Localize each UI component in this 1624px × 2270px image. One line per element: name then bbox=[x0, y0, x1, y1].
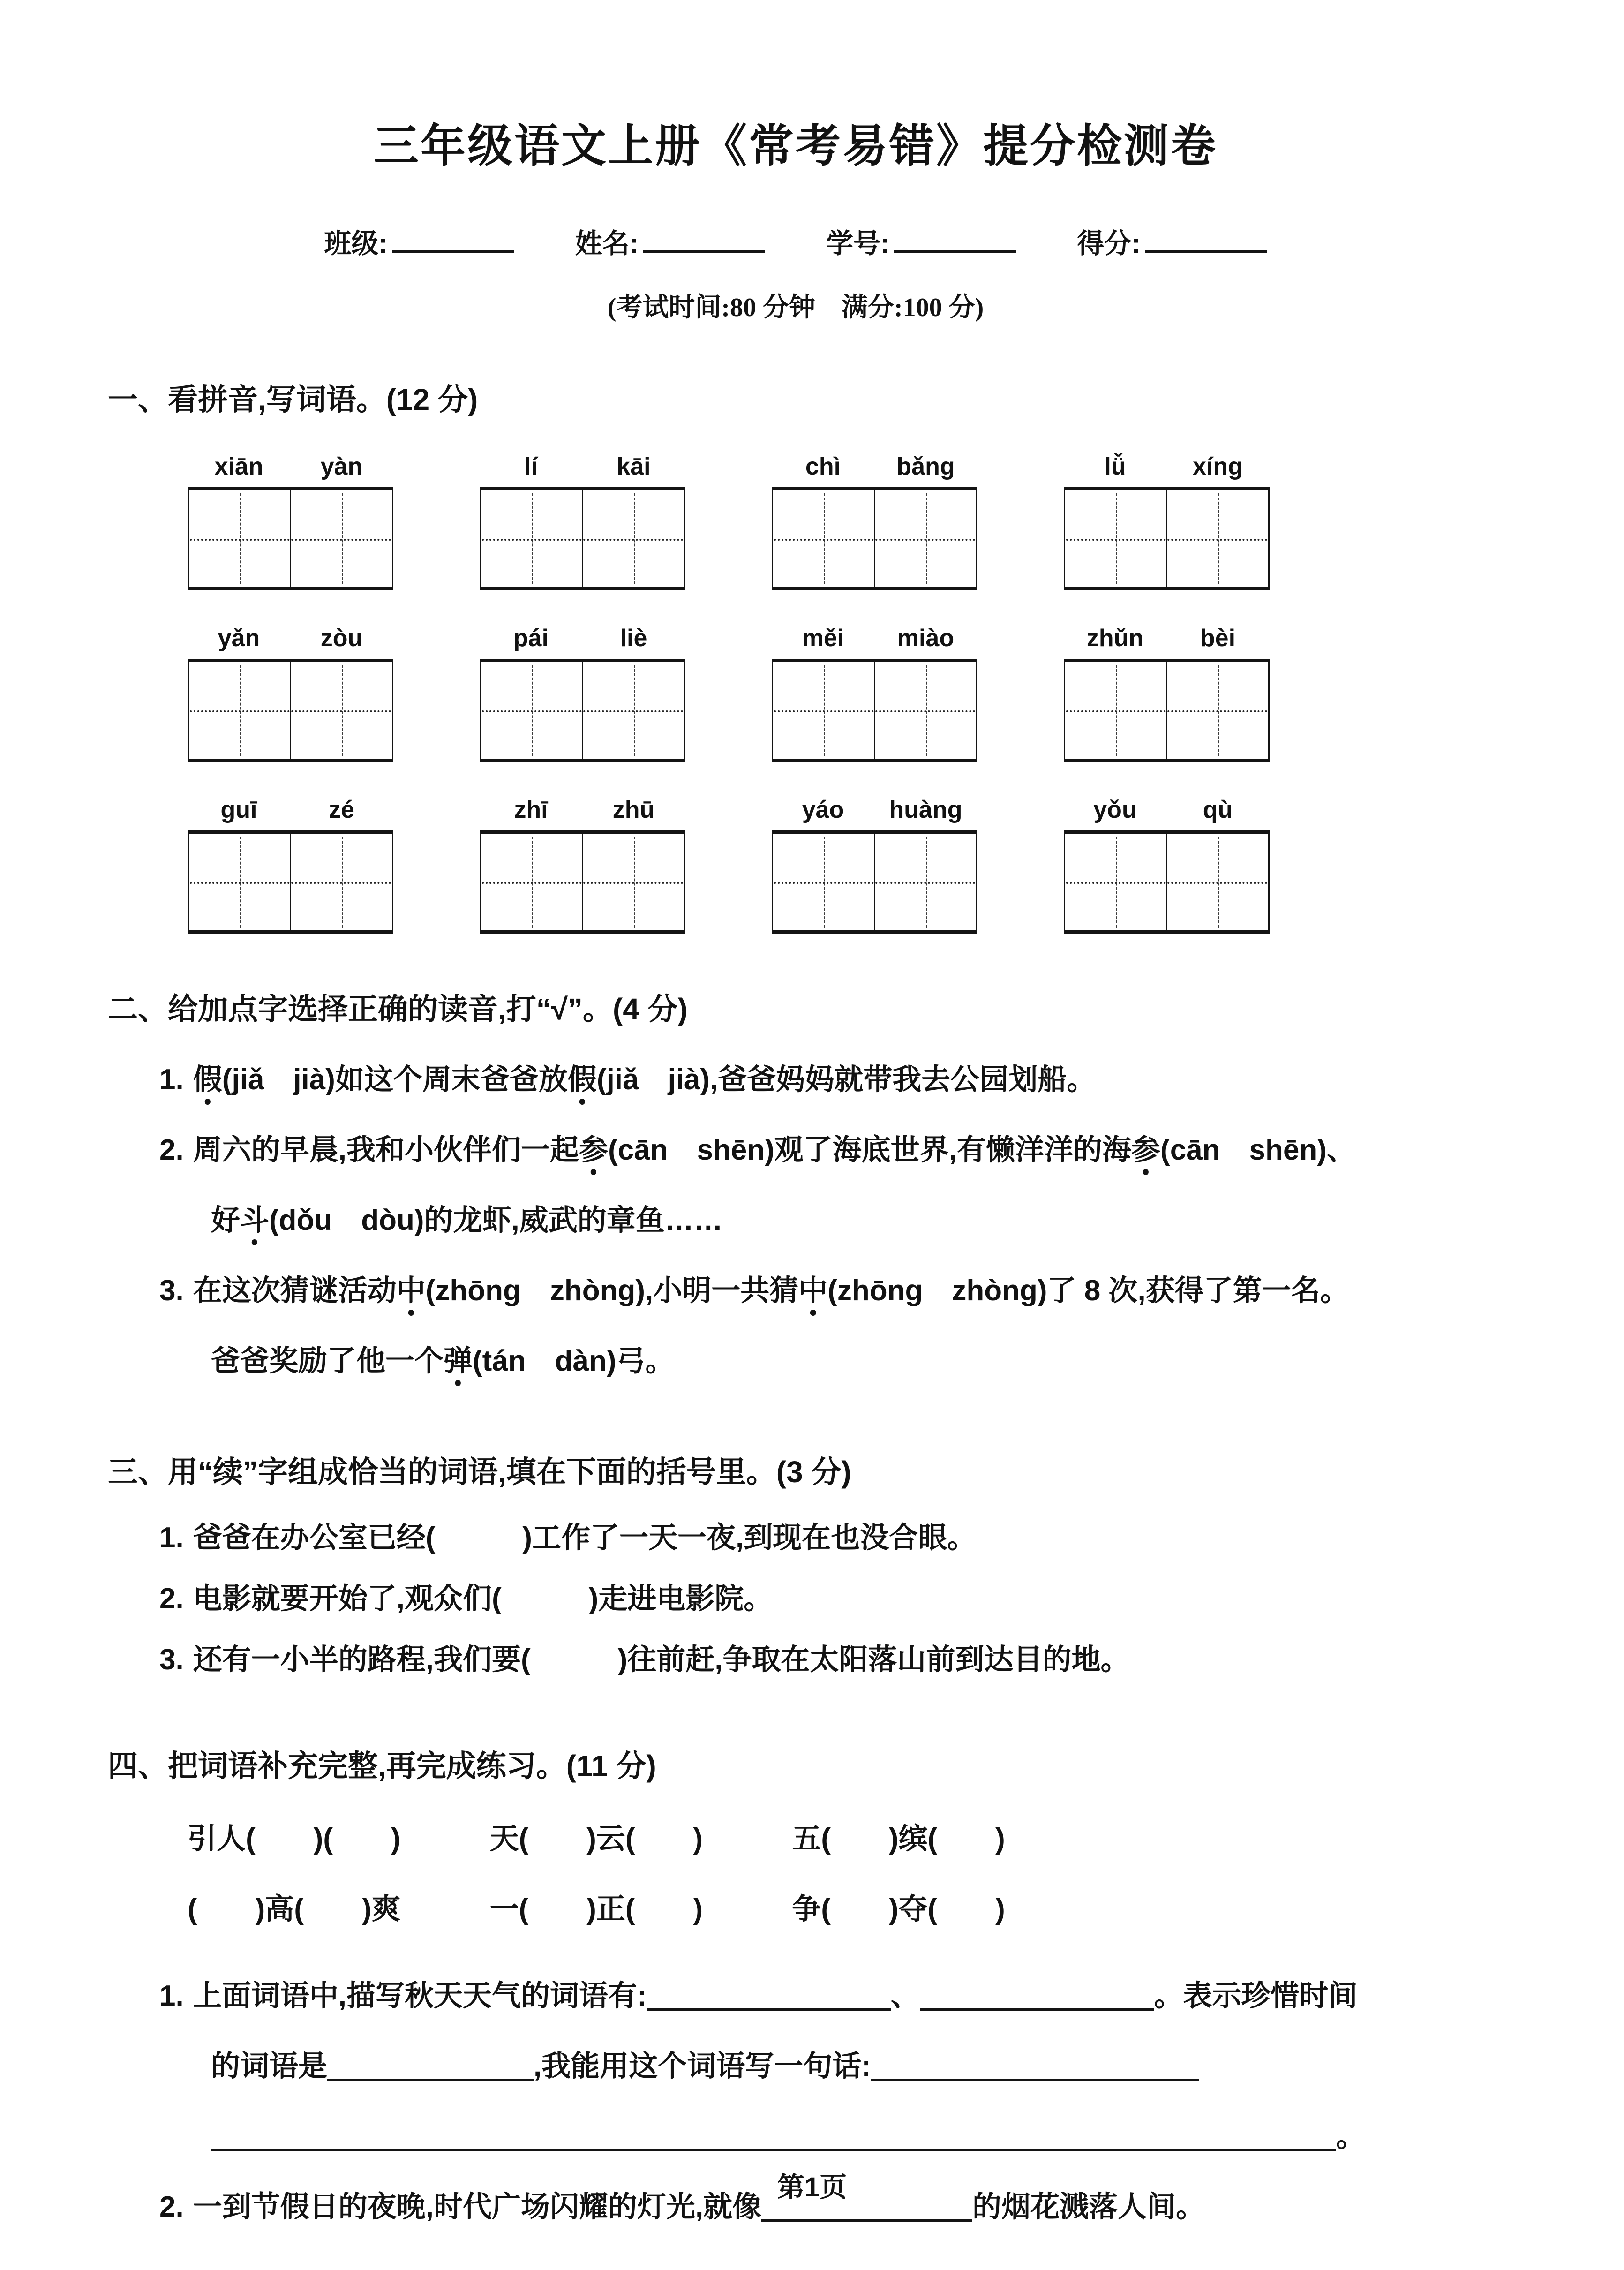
writing-box bbox=[874, 834, 977, 930]
pinyin-syllable: yáo bbox=[802, 796, 844, 823]
pinyin-pair bbox=[1064, 624, 1270, 652]
section-heading: 二、给加点字选择正确的读音,打“√”。(4 分) bbox=[108, 992, 688, 1026]
info-blank-line bbox=[1145, 225, 1267, 253]
student-info-field bbox=[826, 221, 1016, 261]
dotted-char: 参 bbox=[579, 1134, 608, 1166]
writing-box-pair bbox=[1064, 830, 1270, 934]
student-info-field bbox=[575, 221, 765, 261]
writing-box-pair bbox=[480, 830, 685, 934]
writing-box bbox=[1064, 490, 1166, 587]
writing-box bbox=[188, 662, 290, 759]
question-item: 1. 上面词语中,描写秋天天气的词语有: 、 。表示珍惜时间的词语是 ,我能用这个词语写一句话:。 bbox=[159, 1980, 1366, 2153]
writing-box bbox=[582, 662, 685, 759]
pinyin-pair bbox=[188, 624, 393, 652]
info-label: 得分: bbox=[1077, 228, 1141, 259]
pinyin-syllable: zé bbox=[329, 796, 354, 823]
pinyin-syllable: liè bbox=[620, 625, 647, 652]
word-completion-item: 五( )缤( ) bbox=[792, 1823, 1005, 1855]
word-completion-row bbox=[188, 1874, 1483, 1945]
question-list bbox=[108, 1508, 1374, 1690]
writing-box-pair bbox=[1064, 487, 1270, 590]
student-info-field bbox=[324, 221, 514, 261]
pinyin-syllable: yàn bbox=[320, 453, 363, 480]
writing-box-pair bbox=[772, 487, 977, 590]
word-completion-item: 争( )夺( ) bbox=[792, 1893, 1005, 1925]
dotted-char: 假 bbox=[193, 1063, 222, 1096]
pinyin-pair bbox=[188, 796, 393, 824]
writing-box-pair bbox=[480, 659, 685, 762]
writing-box-pair bbox=[1064, 659, 1270, 762]
pinyin-syllable: yǒu bbox=[1093, 796, 1137, 823]
pinyin-pair bbox=[480, 796, 685, 824]
info-blank-line bbox=[392, 225, 514, 253]
writing-box-pair bbox=[188, 487, 393, 590]
writing-box bbox=[1166, 834, 1270, 930]
word-completion-row bbox=[188, 1804, 1483, 1874]
pinyin-syllable: xíng bbox=[1193, 453, 1243, 480]
pinyin-syllable: qù bbox=[1203, 796, 1233, 823]
pinyin-syllable: zhǔn bbox=[1086, 625, 1144, 652]
student-info-row bbox=[108, 221, 1483, 261]
word-completion-item: 天( )云( ) bbox=[489, 1823, 703, 1855]
pinyin-pair bbox=[772, 796, 977, 824]
writing-box bbox=[772, 662, 874, 759]
writing-box bbox=[290, 834, 393, 930]
question-number: 2. bbox=[159, 1583, 184, 1615]
answer-blank bbox=[871, 2051, 1199, 2081]
page-number: 第1页 bbox=[777, 2172, 847, 2202]
writing-box-pair bbox=[188, 659, 393, 762]
word-completion-item: ( )高( )爽 bbox=[188, 1893, 401, 1925]
pinyin-label-row bbox=[188, 624, 1483, 652]
question-number: 3. bbox=[159, 1644, 184, 1676]
pinyin-syllable: zòu bbox=[320, 625, 363, 652]
question-number: 2. bbox=[159, 1134, 184, 1166]
page-title: 三年级语文上册《常考易错》提分检测卷 bbox=[374, 121, 1218, 171]
writing-box bbox=[772, 490, 874, 587]
section-heading: 四、把词语补充完整,再完成练习。(11 分) bbox=[108, 1749, 656, 1783]
writing-box-row bbox=[188, 487, 1483, 590]
pinyin-syllable: miào bbox=[897, 625, 955, 652]
question-list bbox=[108, 1045, 1374, 1396]
word-completion-rows bbox=[108, 1804, 1483, 1945]
writing-box-row bbox=[188, 659, 1483, 762]
info-label: 学号: bbox=[826, 228, 890, 259]
pinyin-syllable: pái bbox=[513, 625, 549, 652]
answer-blank bbox=[920, 1981, 1154, 2011]
question-item: 3. 在这次猜谜活动中(zhōng zhòng),小明一共猜中(zhōng zhòng)了 8 次,获得了第一名。爸爸奖励了他一个弹(tán dàn)弓。 bbox=[159, 1275, 1349, 1377]
pinyin-pair bbox=[1064, 452, 1270, 481]
dotted-char: 斗 bbox=[240, 1204, 270, 1237]
writing-box-pair bbox=[772, 659, 977, 762]
question-number: 1. bbox=[159, 1980, 184, 2012]
pinyin-pair bbox=[480, 624, 685, 652]
pinyin-syllable: bèi bbox=[1200, 625, 1236, 652]
pinyin-syllable: měi bbox=[802, 625, 844, 652]
pinyin-syllable: kāi bbox=[617, 453, 651, 480]
writing-box bbox=[188, 834, 290, 930]
pinyin-pair bbox=[1064, 796, 1270, 824]
dotted-char: 参 bbox=[1131, 1134, 1161, 1166]
student-info-field bbox=[1077, 221, 1267, 261]
writing-box-pair bbox=[188, 830, 393, 934]
writing-box bbox=[188, 490, 290, 587]
writing-box bbox=[480, 662, 582, 759]
section-heading: 三、用“续”字组成恰当的词语,填在下面的括号里。(3 分) bbox=[108, 1455, 851, 1489]
question-number: 1. bbox=[159, 1063, 184, 1096]
pinyin-syllable: lǚ bbox=[1104, 453, 1126, 480]
writing-box bbox=[1166, 662, 1270, 759]
writing-box bbox=[582, 490, 685, 587]
pinyin-syllable: xiān bbox=[214, 453, 263, 480]
pinyin-pair bbox=[772, 452, 977, 481]
writing-box bbox=[480, 490, 582, 587]
exam-content bbox=[108, 376, 1483, 2242]
info-label: 姓名: bbox=[575, 228, 639, 259]
writing-box bbox=[772, 834, 874, 930]
question-item: 2. 电影就要开始了,观众们( )走进电影院。 bbox=[159, 1583, 773, 1615]
word-completion-item: 引人( )( ) bbox=[188, 1823, 401, 1855]
writing-box-pair bbox=[480, 487, 685, 590]
pinyin-pair bbox=[480, 452, 685, 481]
writing-box bbox=[874, 662, 977, 759]
pinyin-syllable: zhū bbox=[612, 796, 655, 823]
writing-box bbox=[1166, 490, 1270, 587]
pinyin-pair bbox=[772, 624, 977, 652]
exam-time-score-note: (考试时间:80 分钟 满分:100 分) bbox=[607, 293, 984, 322]
word-completion-item: 一( )正( ) bbox=[489, 1893, 703, 1925]
writing-box-row bbox=[188, 830, 1483, 934]
question-item: 2. 周六的早晨,我和小伙伴们一起参(cān shēn)观了海底世界,有懒洋洋的海参(cān shēn)、好斗(dǒu dòu)的龙虾,威武的章鱼…… bbox=[159, 1134, 1356, 1237]
dotted-char: 弹 bbox=[444, 1345, 473, 1377]
writing-box bbox=[480, 834, 582, 930]
question-number: 2. bbox=[159, 2191, 184, 2223]
info-blank-line bbox=[643, 225, 765, 253]
dotted-char: 假 bbox=[567, 1063, 597, 1096]
writing-box bbox=[1064, 662, 1166, 759]
pinyin-syllable: yǎn bbox=[218, 625, 260, 652]
answer-blank bbox=[327, 2051, 534, 2081]
pinyin-syllable: zhī bbox=[514, 796, 548, 823]
question-item: 1. 爸爸在办公室已经( )工作了一天一夜,到现在也没合眼。 bbox=[159, 1522, 977, 1554]
pinyin-syllable: guī bbox=[220, 796, 257, 823]
info-blank-line bbox=[894, 225, 1016, 253]
pinyin-label-row bbox=[188, 796, 1483, 824]
info-label: 班级: bbox=[324, 228, 388, 259]
pinyin-syllable: bǎng bbox=[896, 453, 955, 480]
pinyin-label-row bbox=[188, 452, 1483, 481]
writing-box bbox=[290, 662, 393, 759]
writing-box bbox=[582, 834, 685, 930]
writing-box bbox=[874, 490, 977, 587]
question-number: 3. bbox=[159, 1275, 184, 1307]
writing-box bbox=[1064, 834, 1166, 930]
pinyin-syllable: huàng bbox=[889, 796, 962, 823]
section-heading: 一、看拼音,写词语。(12 分) bbox=[108, 383, 478, 416]
pinyin-pair bbox=[188, 452, 393, 481]
answer-blank bbox=[211, 2121, 1336, 2151]
question-item: 2. 一到节假日的夜晚,时代广场闪耀的灯光,就像 的烟花溅落人间。 bbox=[159, 2191, 1205, 2223]
writing-box bbox=[290, 490, 393, 587]
question-number: 1. bbox=[159, 1522, 184, 1554]
question-item: 1. 假(jiǎ jià)如这个周末爸爸放假(jiǎ jià),爸爸妈妈就带我去公园划船。 bbox=[159, 1063, 1096, 1096]
dotted-char: 中 bbox=[396, 1275, 426, 1307]
question-item: 3. 还有一小半的路程,我们要( )往前赶,争取在太阳落山前到达目的地。 bbox=[159, 1644, 1130, 1676]
dotted-char: 中 bbox=[798, 1275, 828, 1307]
pinyin-syllable: lí bbox=[524, 453, 538, 480]
writing-box-pair bbox=[772, 830, 977, 934]
answer-blank bbox=[647, 1981, 891, 2011]
pinyin-syllable: chì bbox=[805, 453, 841, 480]
